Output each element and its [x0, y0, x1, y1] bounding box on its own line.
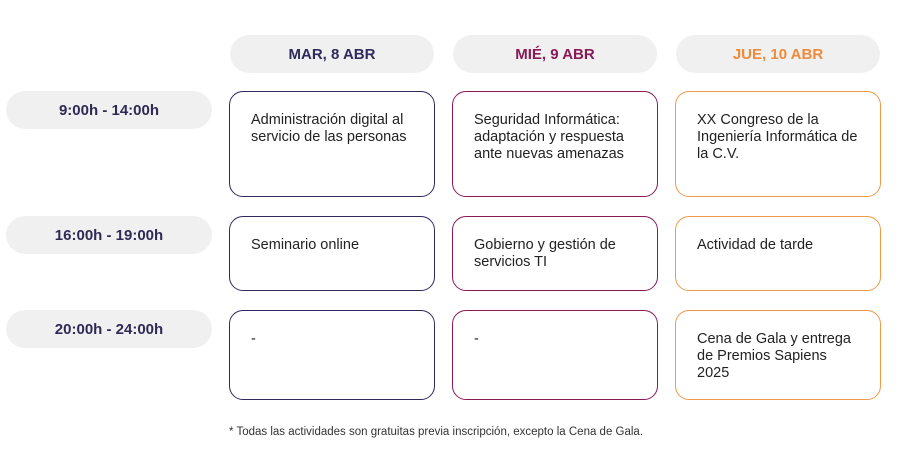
- footnote: * Todas las actividades son gratuitas previa inscripción, excepto la Cena de Gala.: [229, 426, 644, 438]
- session-card: Actividad de tarde: [675, 216, 881, 291]
- session-card: Seguridad Informática: adaptación y respuesta ante nuevas amenazas: [452, 91, 658, 197]
- session-card: Gobierno y gestión de servicios TI: [452, 216, 658, 291]
- day-header-thu: [676, 35, 880, 73]
- time-slot-label: 16:00h - 19:00h: [54, 226, 164, 244]
- day-header-wed: [453, 35, 657, 73]
- day-header-label: MAR, 8 ABR: [288, 45, 376, 63]
- session-card: -: [229, 310, 435, 400]
- session-card: XX Congreso de la Ingeniería Informática de la C.V.: [675, 91, 881, 197]
- time-slot-evening: [6, 310, 212, 348]
- day-header-tue: [230, 35, 434, 73]
- session-card: Seminario online: [229, 216, 435, 291]
- session-card: Cena de Gala y entrega de Premios Sapiens 2025: [675, 310, 881, 400]
- day-header-label: MIÉ, 9 ABR: [515, 45, 595, 63]
- session-card: Administración digital al servicio de las personas: [229, 91, 435, 197]
- time-slot-label: 9:00h - 14:00h: [58, 101, 160, 119]
- time-slot-label: 20:00h - 24:00h: [54, 320, 164, 338]
- time-slot-morning: [6, 91, 212, 129]
- day-header-label: JUE, 10 ABR: [732, 45, 824, 63]
- session-card: -: [452, 310, 658, 400]
- time-slot-afternoon: [6, 216, 212, 254]
